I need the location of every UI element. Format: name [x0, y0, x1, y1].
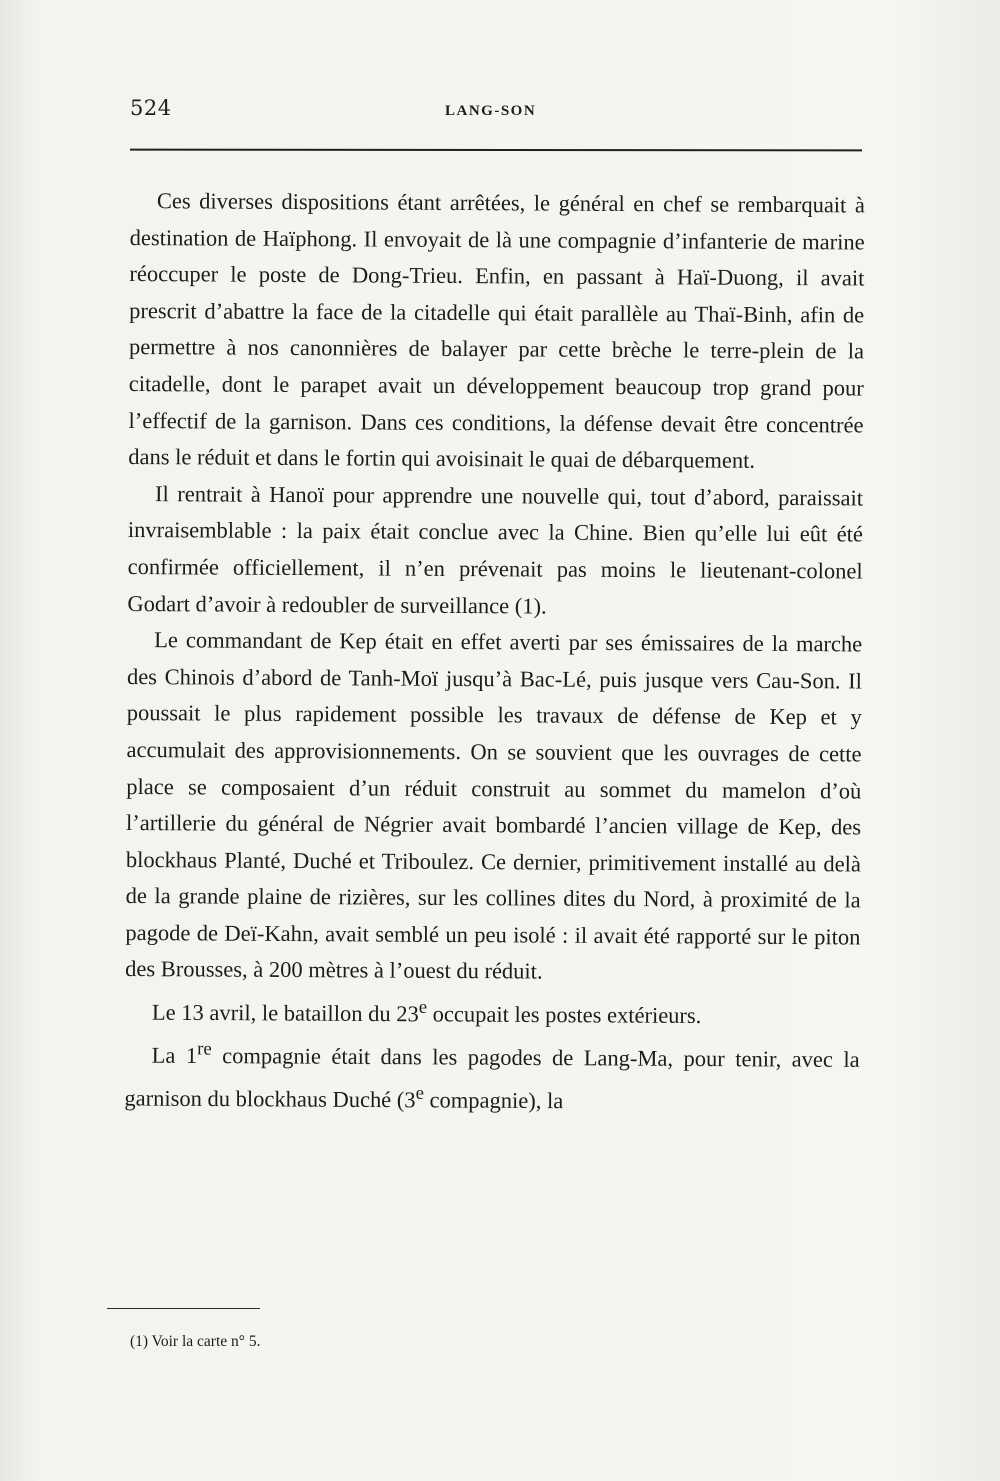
paragraph-4	[125, 988, 860, 1036]
running-head: LANG-SON	[445, 103, 537, 119]
footnote: (1) Voir la carte n° 5.	[130, 1333, 261, 1350]
superscript: re	[197, 1038, 212, 1060]
header-rule	[130, 149, 862, 152]
superscript: e	[418, 996, 428, 1018]
paragraph-5	[124, 1031, 860, 1122]
paragraph-5-text-c: compagnie), la	[423, 1087, 564, 1114]
paragraph-3: Le commandant de Kep était en effet averti par ses émissaires de la marche des Chinois d’abord de Tanh-Moï jusqu’à Bac-Lé, puis jusque vers Cau-Son. Il poussait le plus rapidement possible les travaux de défense de Kep et y accumulait des approvisionnements. On se souvient que les ouvrages de cette place se composaient d’un réduit construit au sommet du mamelon d’où l’artillerie du général de Négrier avait bombardé l’ancien village de Kep, des blockhaus Planté, Duché et Triboulez. Ce dernier, primitivement installé au delà de la grande plaine de rizières, sur les collines dites du Nord, à proximité de la pagode de Deï-Kahn, avait semblé un peu isolé : il avait été rapporté sur le piton des Brousses, à 200 mètres à l’ouest du réduit.	[125, 627, 863, 985]
body-text	[124, 183, 865, 1122]
paragraph-4-text-b: occupait les postes extérieurs.	[426, 1001, 702, 1029]
superscript: e	[415, 1083, 425, 1105]
paragraph-5-text-b: compagnie était dans les pagodes de Lang-Ma, pour tenir, avec la garnison du blockhaus Duché (3	[124, 1043, 860, 1113]
paragraph-1: Ces diverses dispositions étant arrêtées, le général en chef se rembarquait à destination de Haïphong. Il envoyait de là une compagnie d’infanterie de marine réoccuper le poste de Dong-Trieu. Enfin, en passant à Haï-Duong, il avait prescrit d’abattre la face de la citadelle qui était parallèle au Thaï-Binh, afin de permettre à nos canonnières de balayer par cette brèche le terre-plein de la citadelle, dont le parapet avait un développement beaucoup trop grand pour l’effectif de la garnison. Dans ces conditions, la défense devait être concentrée dans le réduit et dans le fortin qui avoisinait le quai de débarquement.	[128, 188, 865, 473]
paragraph-2: Il rentrait à Hanoï pour apprendre une nouvelle qui, tout d’abord, paraissait invraisemblable : la paix était conclue avec la Chine. Bien qu’elle lui eût été confirmée officiellement, il n’en prévenait pas moins le lieutenant-colonel Godart d’avoir à redoubler de surveillance (1).	[127, 480, 864, 619]
paragraph-5-text-a: La 1	[151, 1042, 198, 1069]
paragraph-4-text-a: Le 13 avril, le bataillon du 23	[151, 999, 419, 1027]
page-number: 524	[130, 96, 172, 120]
footnote-rule	[107, 1308, 260, 1309]
